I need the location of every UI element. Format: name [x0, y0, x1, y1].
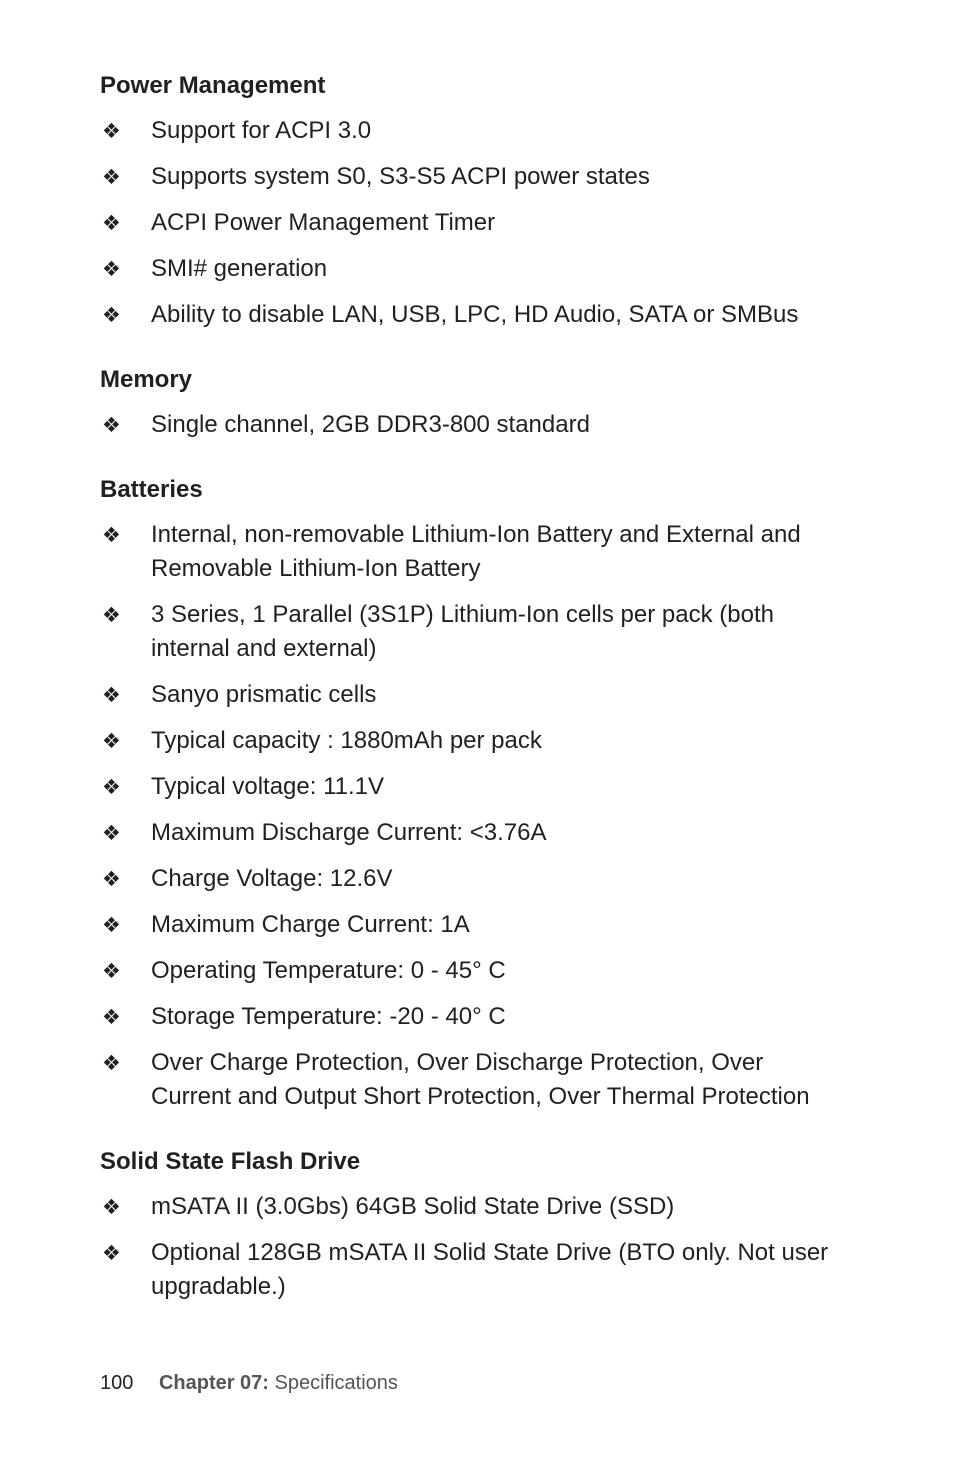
page-footer — [100, 1369, 398, 1397]
bullet-list — [100, 518, 840, 1114]
four-diamond-bullet-icon: ❖ — [102, 683, 121, 707]
bullet-list — [100, 114, 840, 332]
four-diamond-bullet-icon: ❖ — [102, 165, 121, 189]
list-item-text: Internal, non-removable Lithium-Ion Battery and External and Removable Lithium-Ion Battery — [151, 521, 801, 582]
list-item — [100, 408, 840, 442]
list-item — [100, 206, 840, 240]
section-memory — [100, 362, 840, 442]
list-item-text: SMI# generation — [151, 255, 328, 282]
four-diamond-bullet-icon: ❖ — [102, 1051, 121, 1075]
section-solid-state-flash-drive — [100, 1144, 840, 1304]
list-item — [100, 954, 840, 988]
list-item-text: Ability to disable LAN, USB, LPC, HD Audio, SATA or SMBus — [151, 301, 799, 328]
four-diamond-bullet-icon: ❖ — [102, 603, 121, 627]
list-item — [100, 298, 840, 332]
list-item — [100, 678, 840, 712]
list-item-text: Single channel, 2GB DDR3-800 standard — [151, 411, 590, 438]
list-item — [100, 1190, 840, 1224]
chapter-title: Specifications — [274, 1372, 398, 1394]
list-item-text: Support for ACPI 3.0 — [151, 117, 372, 144]
list-item-text: Over Charge Protection, Over Discharge Protection, Over Current and Output Short Protection, Over Thermal Protection — [151, 1049, 810, 1110]
four-diamond-bullet-icon: ❖ — [102, 867, 121, 891]
list-item — [100, 1046, 840, 1114]
four-diamond-bullet-icon: ❖ — [102, 303, 121, 327]
four-diamond-bullet-icon: ❖ — [102, 1195, 121, 1219]
list-item-text: Supports system S0, S3-S5 ACPI power states — [151, 163, 650, 190]
list-item — [100, 908, 840, 942]
list-item — [100, 1236, 840, 1304]
four-diamond-bullet-icon: ❖ — [102, 729, 121, 753]
four-diamond-bullet-icon: ❖ — [102, 211, 121, 235]
list-item — [100, 816, 840, 850]
list-item — [100, 160, 840, 194]
four-diamond-bullet-icon: ❖ — [102, 821, 121, 845]
four-diamond-bullet-icon: ❖ — [102, 1241, 121, 1265]
section-heading: Solid State Flash Drive — [100, 1148, 361, 1175]
list-item-text: Maximum Discharge Current: <3.76A — [151, 819, 547, 846]
four-diamond-bullet-icon: ❖ — [102, 913, 121, 937]
section-heading: Memory — [100, 366, 193, 393]
bullet-list — [100, 408, 840, 442]
four-diamond-bullet-icon: ❖ — [102, 523, 121, 547]
bullet-list — [100, 1190, 840, 1304]
page-content — [100, 68, 840, 1334]
four-diamond-bullet-icon: ❖ — [102, 257, 121, 281]
list-item — [100, 770, 840, 804]
list-item-text: mSATA II (3.0Gbs) 64GB Solid State Drive (SSD) — [151, 1193, 675, 1220]
page-number: 100 — [100, 1372, 134, 1394]
list-item-text: Operating Temperature: 0 - 45° C — [151, 957, 506, 984]
list-item — [100, 252, 840, 286]
list-item — [100, 1000, 840, 1034]
list-item — [100, 598, 840, 666]
section-heading: Batteries — [100, 476, 203, 503]
four-diamond-bullet-icon: ❖ — [102, 1005, 121, 1029]
list-item — [100, 518, 840, 586]
four-diamond-bullet-icon: ❖ — [102, 775, 121, 799]
list-item — [100, 114, 840, 148]
list-item — [100, 862, 840, 896]
list-item-text: Storage Temperature: -20 - 40° C — [151, 1003, 506, 1030]
list-item-text: Typical voltage: 11.1V — [151, 773, 385, 800]
four-diamond-bullet-icon: ❖ — [102, 959, 121, 983]
section-heading: Power Management — [100, 72, 326, 99]
section-power-management — [100, 68, 840, 332]
four-diamond-bullet-icon: ❖ — [102, 413, 121, 437]
list-item-text: Typical capacity : 1880mAh per pack — [151, 727, 542, 754]
list-item-text: Maximum Charge Current: 1A — [151, 911, 470, 938]
list-item-text: Charge Voltage: 12.6V — [151, 865, 393, 892]
list-item-text: Optional 128GB mSATA II Solid State Drive (BTO only. Not user upgradable.) — [151, 1239, 829, 1300]
four-diamond-bullet-icon: ❖ — [102, 119, 121, 143]
list-item-text: Sanyo prismatic cells — [151, 681, 377, 708]
chapter-label: Chapter 07: — [158, 1372, 269, 1394]
list-item — [100, 724, 840, 758]
list-item-text: ACPI Power Management Timer — [151, 209, 496, 236]
list-item-text: 3 Series, 1 Parallel (3S1P) Lithium-Ion cells per pack (both internal and external) — [151, 601, 774, 662]
section-batteries — [100, 472, 840, 1114]
